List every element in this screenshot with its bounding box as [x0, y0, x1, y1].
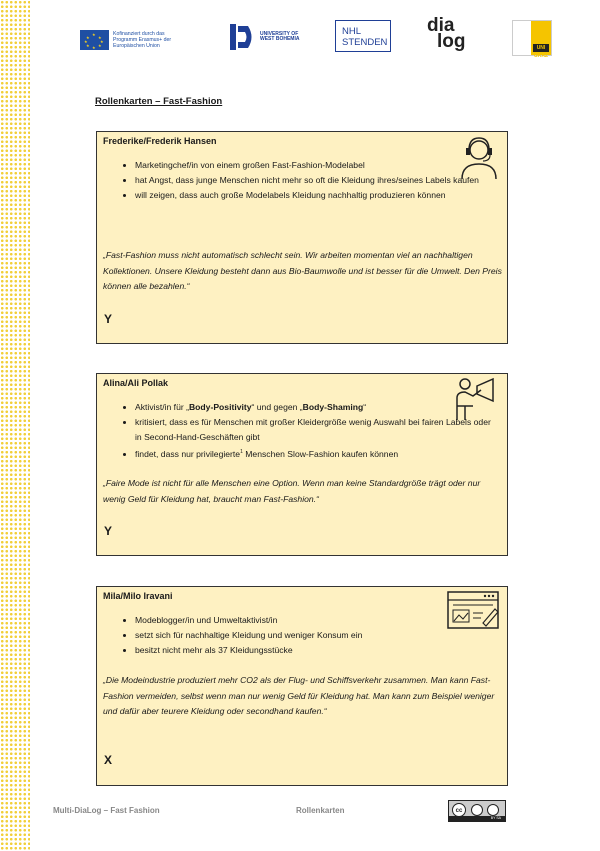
- list-item: • kritisiert, dass es für Menschen mit großer Kleidergröße wenig Auswahl bei fairen Labels oder in Second-Hand-Geschäften gibt: [135, 415, 495, 445]
- dialog-logo-top: dia: [427, 15, 455, 36]
- list-item: • Marketingchef/in von einem großen Fast-Fashion-Modelabel: [135, 158, 495, 173]
- by-icon: [471, 804, 483, 816]
- stenden-text: STENDEN: [342, 37, 388, 48]
- dialog-logo-bottom: log: [437, 31, 466, 52]
- uni-graz-text: UNI GRAZ: [533, 45, 549, 59]
- card-quote: „Die Modeindustrie produziert mehr CO2 als der Flug- und Schiffsverkehr zusammen. Man kann Fast-Fashion vermeiden, selbst wenn man nur wenig Geld für Kleidung hat. Man kann zum Beispiel weniger und dafür aber teurere Kleidung oder secondhand kaufen.“: [103, 675, 495, 717]
- list-item: • besitzt nicht mehr als 37 Kleidungsstücke: [135, 643, 495, 658]
- card-name: Frederike/Frederik Hansen: [103, 136, 217, 146]
- dialog-logo: [427, 15, 466, 52]
- uwb-mark-icon: [228, 22, 256, 52]
- sa-icon: [487, 804, 499, 816]
- list-item: • Modeblogger/in und Umweltaktivist/in: [135, 613, 495, 628]
- nhl-stenden-logo: [335, 20, 391, 52]
- list-item: • setzt sich für nachhaltige Kleidung und weniger Konsum ein: [135, 628, 495, 643]
- dotted-margin-decoration: [0, 0, 30, 851]
- list-item: • findet, dass nur privilegierte$^1$ Menschen Slow-Fashion kaufen können: [135, 445, 495, 462]
- eu-flag-icon: ★ ★ ★ ★ ★ ★ ★ ★: [80, 30, 109, 50]
- footer-project: Multi-DiaLog – Fast Fashion: [53, 806, 160, 815]
- uwb-logo: [228, 22, 302, 52]
- list-item: • Aktivist/in für „Body-Positivity“ und gegen „Body-Shaming“: [135, 400, 495, 415]
- nhl-text: NHL: [342, 26, 362, 37]
- card-letter: Y: [104, 524, 113, 538]
- page-title: Rollenkarten – Fast-Fashion: [95, 96, 223, 107]
- card-quote: „Faire Mode ist nicht für alle Menschen eine Option. Wenn man keine Standardgröße trägt oder nur wenig Geld für Kleidung hat, braucht man Fast-Fashion.“: [103, 478, 481, 504]
- card-bullets: [117, 400, 495, 462]
- eu-logo: [80, 30, 181, 50]
- list-item: • hat Angst, dass junge Menschen nicht mehr so oft die Kleidung ihres/seines Labels kaufen: [135, 173, 495, 188]
- card-letter: X: [104, 753, 113, 767]
- role-card-mila: [96, 586, 508, 786]
- eu-funding-text: Kofinanziert durch das Programm Erasmus+ der Europäischen Union: [113, 31, 172, 49]
- license-label: BY SA: [449, 816, 505, 821]
- uni-graz-logo: [512, 20, 552, 59]
- footer-section: Rollenkarten: [296, 806, 345, 815]
- role-card-frederike: [96, 131, 508, 344]
- partner-logos: [80, 15, 560, 59]
- cc-license-badge: [448, 800, 506, 822]
- card-name: Mila/Milo Iravani: [103, 591, 173, 601]
- card-bullets: [117, 613, 495, 658]
- card-letter: Y: [104, 312, 113, 326]
- uwb-text: UNIVERSITY OF WEST BOHEMIA: [260, 30, 300, 42]
- card-quote: „Fast-Fashion muss nicht automatisch schlecht sein. Wir arbeiten momentan viel an nachhaltigen Kollektionen. Unsere Kleidung besteht dann aus Bio-Baumwolle und ist besser für die Umwelt. Den Preis können alle bezahlen.“: [103, 250, 502, 292]
- footnote-marker: 1: [240, 449, 243, 455]
- cc-icon: cc: [452, 803, 466, 817]
- role-card-alina: [96, 373, 508, 556]
- card-bullets: [117, 158, 495, 203]
- card-name: Alina/Ali Pollak: [103, 378, 169, 388]
- list-item: • will zeigen, dass auch große Modelabels Kleidung nachhaltig produzieren können: [135, 188, 495, 203]
